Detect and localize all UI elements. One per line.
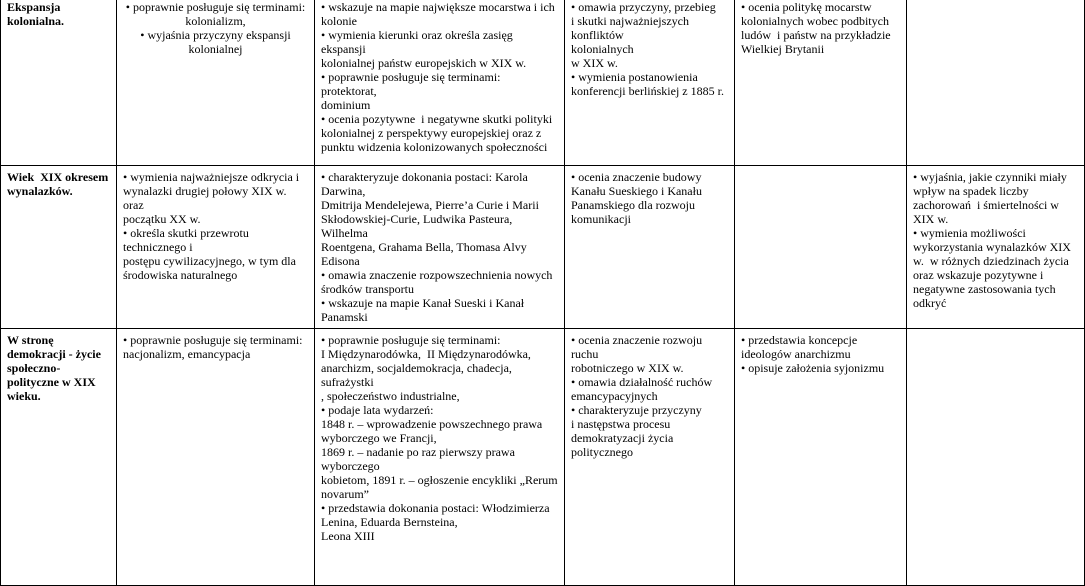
topic-title-line: Wiek XIX okresem bbox=[7, 170, 109, 184]
requirements-cell-advanced bbox=[565, 329, 735, 586]
requirements-cell-full bbox=[735, 0, 907, 166]
requirements-cell-full bbox=[735, 329, 907, 586]
requirement-item-continuation: negatywne zastosowania tych bbox=[913, 282, 1056, 296]
requirement-item: • przedstawia dokonania postaci: Włodzimierza bbox=[321, 501, 558, 515]
requirement-item-continuation: odkryć bbox=[913, 296, 947, 310]
topic-title-line: społeczno- bbox=[7, 361, 61, 375]
requirement-item-continuation: Dmitrija Mendelejewa, Pierre’a Curie i Marii bbox=[321, 198, 539, 212]
requirement-item-continuation: środowiska naturalnego bbox=[123, 268, 238, 282]
requirement-item-continuation: dominium bbox=[321, 98, 371, 112]
requirement-item: • ocenia znaczenie rozwoju ruchu bbox=[571, 333, 728, 361]
requirements-cell-basic bbox=[117, 329, 315, 586]
requirement-item-continuation: novarum” bbox=[321, 487, 369, 501]
requirement-item: • poprawnie posługuje się terminami: bbox=[123, 333, 308, 347]
requirement-item: • wskazuje na mapie największe mocarstwa i ich bbox=[321, 0, 558, 14]
table-row bbox=[1, 329, 1085, 586]
requirement-item-continuation: w XIX w. bbox=[571, 56, 618, 70]
requirement-item-continuation: Lenina, Eduarda Bernsteina, bbox=[321, 515, 458, 529]
requirements-cell-extended bbox=[315, 329, 565, 586]
requirement-item-continuation: nacjonalizm, emancypacja bbox=[123, 347, 251, 361]
requirement-item: • określa skutki przewrotu technicznego i bbox=[123, 226, 308, 254]
requirements-cell-advanced bbox=[565, 166, 735, 329]
requirement-item-continuation: Panamskiego dla rozwoju bbox=[571, 198, 695, 212]
requirements-cell-basic bbox=[117, 166, 315, 329]
requirement-item: • wymienia kierunki oraz określa zasięg ekspansji bbox=[321, 28, 558, 56]
requirement-item-continuation: Leona XIII bbox=[321, 529, 375, 543]
requirement-item: • ocenia pozytywne i negatywne skutki polityki bbox=[321, 112, 558, 126]
requirement-item-continuation: , społeczeństwo industrialne, bbox=[321, 389, 460, 403]
topic-cell bbox=[1, 166, 117, 329]
requirement-item-continuation: wykorzystania wynalazków XIX bbox=[913, 240, 1071, 254]
requirement-item: • ocenia znaczenie budowy bbox=[571, 170, 728, 184]
topic-title-line: wieku. bbox=[7, 389, 41, 403]
requirement-item: • wymienia postanowienia bbox=[571, 70, 728, 84]
requirement-item-continuation: Roentgena, Grahama Bella, Thomasa Alvy Edisona bbox=[321, 240, 530, 268]
topic-title-line: W stronę bbox=[7, 333, 54, 347]
requirement-item-continuation: ideologów anarchizmu bbox=[741, 347, 851, 361]
requirement-item: • opisuje założenia syjonizmu bbox=[741, 361, 900, 375]
requirement-item-continuation: kobietom, 1891 r. – ogłoszenie encykliki „Rerum bbox=[321, 473, 558, 487]
topic-title-line: Ekspansja bbox=[7, 0, 61, 14]
requirement-item: • wymienia najważniejsze odkrycia i bbox=[123, 170, 308, 184]
requirements-cell-extended bbox=[315, 0, 565, 166]
requirement-item: • podaje lata wydarzeń: bbox=[321, 403, 558, 417]
requirement-item-continuation: robotniczego w XIX w. bbox=[571, 361, 684, 375]
requirement-item: • przedstawia koncepcje bbox=[741, 333, 900, 347]
requirement-item: • poprawnie posługuje się terminami: bbox=[321, 333, 558, 347]
requirement-item: • poprawnie posługuje się terminami: protektorat, bbox=[321, 70, 558, 98]
requirements-cell-basic bbox=[117, 0, 315, 166]
requirement-item: • omawia znaczenie rozpowszechnienia nowych bbox=[321, 268, 558, 282]
requirement-item-continuation: zachorowań i śmiertelności w bbox=[913, 198, 1059, 212]
requirement-item-continuation: kolonialnych bbox=[571, 42, 634, 56]
requirement-item: • charakteryzuje dokonania postaci: Karola Darwina, bbox=[321, 170, 558, 198]
requirement-item-continuation: oraz wskazuje pozytywne i bbox=[913, 268, 1044, 282]
requirement-item-continuation: konferencji berlińskiej z 1885 r. bbox=[571, 84, 724, 98]
requirement-item-continuation: kolonie bbox=[321, 14, 357, 28]
requirement-item: • charakteryzuje przyczyny bbox=[571, 403, 728, 417]
requirement-item-continuation: wynalazki drugiej połowy XIX w. oraz bbox=[123, 184, 290, 212]
topic-title-line: demokracji - życie bbox=[7, 347, 101, 361]
requirement-item-continuation: kolonializm, bbox=[185, 14, 246, 28]
requirement-item-continuation: demokratyzacji życia politycznego bbox=[571, 431, 677, 459]
requirement-item-continuation: postępu cywilizacyjnego, w tym dla bbox=[123, 254, 296, 268]
requirement-item: • ocenia politykę mocarstw bbox=[741, 0, 900, 14]
requirement-item-continuation: ludów i państw na przykładzie bbox=[741, 28, 891, 42]
table-row bbox=[1, 0, 1085, 166]
topic-cell bbox=[1, 329, 117, 586]
requirement-item: • omawia przyczyny, przebieg bbox=[571, 0, 728, 14]
requirement-item-continuation: kolonialnej państw europejskich w XIX w. bbox=[321, 56, 527, 70]
requirement-item-continuation: kolonialnej z perspektywy europejskiej oraz z bbox=[321, 126, 542, 140]
requirement-item: • wskazuje na mapie Kanał Sueski i Kanał Panamski bbox=[321, 296, 558, 324]
requirement-item: • wymienia możliwości bbox=[913, 226, 1078, 240]
requirement-item-continuation: Skłodowskiej-Curie, Ludwika Pasteura, Wilhelma bbox=[321, 212, 516, 240]
requirement-item: • poprawnie posługuje się terminami: bbox=[123, 0, 308, 14]
requirement-item-continuation: początku XX w. bbox=[123, 212, 201, 226]
requirement-item-continuation: wpływ na spadek liczby bbox=[913, 184, 1029, 198]
topic-cell bbox=[1, 0, 117, 166]
table-row bbox=[1, 166, 1085, 329]
requirement-item-continuation: anarchizm, socjaldemokracja, chadecja, sufrażystki bbox=[321, 361, 518, 389]
requirement-item-continuation: środków transportu bbox=[321, 282, 414, 296]
requirement-item-continuation: kolonialnych wobec podbitych bbox=[741, 14, 889, 28]
topic-title-line: kolonialna. bbox=[7, 14, 65, 28]
requirement-item-continuation: Kanału Sueskiego i Kanału bbox=[571, 184, 702, 198]
requirements-cell-advanced bbox=[565, 0, 735, 166]
requirement-item-continuation: w. w różnych dziedzinach życia bbox=[913, 254, 1069, 268]
requirements-cell-full bbox=[735, 166, 907, 329]
requirement-item: • wyjaśnia przyczyny ekspansji kolonialnej bbox=[123, 28, 308, 56]
requirement-item-continuation: komunikacji bbox=[571, 212, 631, 226]
requirement-item-continuation: 1848 r. – wprowadzenie powszechnego prawa bbox=[321, 417, 543, 431]
requirement-item-continuation: XIX w. bbox=[913, 212, 949, 226]
requirement-item-continuation: wyborczego we Francji, bbox=[321, 431, 437, 445]
requirement-item: • wyjaśnia, jakie czynniki miały bbox=[913, 170, 1078, 184]
requirements-cell-excellent bbox=[907, 329, 1085, 586]
topic-title-line: wynalazków. bbox=[7, 184, 73, 198]
requirements-cell-extended bbox=[315, 166, 565, 329]
requirement-item: • omawia działalność ruchów bbox=[571, 375, 728, 389]
requirement-item-continuation: i następstwa procesu bbox=[571, 417, 671, 431]
requirements-cell-excellent bbox=[907, 0, 1085, 166]
requirement-item-continuation: Wielkiej Brytanii bbox=[741, 42, 825, 56]
requirement-item-continuation: i skutki najważniejszych konfliktów bbox=[571, 14, 692, 42]
requirement-item-continuation: I Międzynarodówka, II Międzynarodówka, bbox=[321, 347, 531, 361]
requirements-cell-excellent bbox=[907, 166, 1085, 329]
topic-title-line: polityczne w XIX bbox=[7, 375, 96, 389]
requirement-item-continuation: emancypacyjnych bbox=[571, 389, 658, 403]
requirement-item-continuation: punktu widzenia kolonizowanych społeczności bbox=[321, 140, 548, 154]
requirement-item-continuation: 1869 r. – nadanie po raz pierwszy prawa wyborczego bbox=[321, 445, 518, 473]
